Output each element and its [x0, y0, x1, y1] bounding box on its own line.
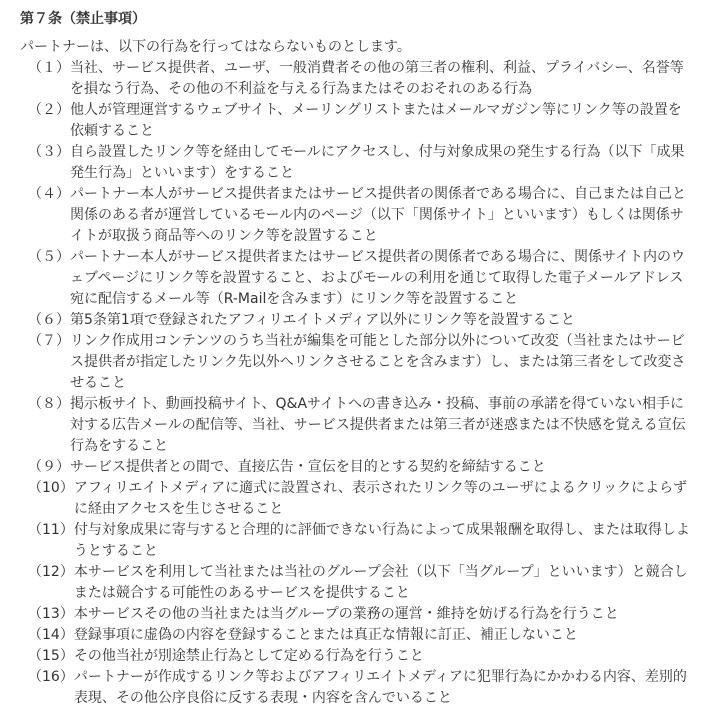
- item-number: （14）: [28, 627, 74, 643]
- item-number: （２）: [28, 102, 70, 118]
- item-text: パートナーが作成するリンク等およびアフィリエイトメディアに犯罪行為にかかわる内容、差別的表現、その他公序良俗に反する表現・内容を含んでいること: [73, 669, 687, 706]
- item-number: （９）: [28, 459, 70, 475]
- item-number: （15）: [28, 648, 74, 664]
- item-text: 掲示板サイト、動画投稿サイト、Q&Aサイトへの書き込み・投稿、事前の承諾を得ていない相手に対する広告メールの配信等、当社、サービス提供者または第三者が迷惑または不快感を覚える宣伝行為をすること: [70, 396, 686, 454]
- list-item: [20, 100, 698, 142]
- item-text: その他当社が別途禁止行為として定める行為を行うこと: [73, 648, 424, 664]
- list-item: [20, 142, 698, 184]
- item-number: （16）: [28, 669, 74, 685]
- item-text: 本サービスその他の当社または当グループの業務の運営・維持を妨げる行為を行うこと: [73, 606, 619, 622]
- item-text: 本サービスを利用して当社または当社のグループ会社（以下「当グループ」といいます）と競合しまたは競合する可能性のあるサービスを提供すること: [73, 564, 688, 601]
- list-item: [20, 520, 698, 562]
- item-number: （７）: [28, 333, 70, 349]
- list-item: [20, 394, 698, 457]
- list-item: [20, 625, 698, 646]
- list-item: [20, 646, 698, 667]
- list-item: [20, 331, 698, 394]
- list-item: [20, 310, 698, 331]
- list-item: [20, 604, 698, 625]
- item-number: （８）: [28, 396, 70, 412]
- item-text: 登録事項に虚偽の内容を登録することまたは真正な情報に訂正、補正しないこと: [73, 627, 578, 643]
- item-text: リンク作成用コンテンツのうち当社が編集を可能とした部分以外について改変（当社またはサービス提供者が指定したリンク先以外へリンクさせることを含みます）し、または第三者をして改変させること: [70, 333, 686, 391]
- item-text: 第5条第1項で登録されたアフィリエイトメディア以外にリンク等を設置すること: [70, 312, 575, 328]
- item-number: （13）: [28, 606, 74, 622]
- item-number: （11）: [28, 522, 74, 538]
- list-item: [20, 247, 698, 310]
- item-number: （10）: [28, 480, 74, 496]
- item-text: サービス提供者との間で、直接広告・宣伝を目的とする契約を締結すること: [70, 459, 546, 475]
- item-number: （６）: [28, 312, 70, 328]
- list-item: [20, 562, 698, 604]
- item-number: （３）: [28, 144, 70, 160]
- list-item: [20, 457, 698, 478]
- item-text: 他人が管理運営するウェブサイト、メーリングリストまたはメールマガジン等にリンク等の設置を依頼すること: [70, 102, 682, 139]
- item-number: （12）: [28, 564, 74, 580]
- item-text: アフィリエイトメディアに適式に設置され、表示されたリンク等のユーザによるクリックによらずに経由アクセスを生じさせること: [73, 480, 688, 517]
- article-intro: パートナーは、以下の行為を行ってはならないものとします。: [20, 39, 411, 55]
- article-title: 第７条（禁止事項）: [20, 11, 146, 27]
- prohibited-items-list: [20, 58, 698, 709]
- list-item: [20, 184, 698, 247]
- item-text: 自ら設置したリンク等を経由してモールにアクセスし、付与対象成果の発生する行為（以下「成果発生行為」といいます）をすること: [70, 144, 685, 181]
- item-number: （５）: [28, 249, 70, 265]
- item-number: （１）: [28, 60, 70, 76]
- list-item: [20, 478, 698, 520]
- item-number: （４）: [28, 186, 70, 202]
- item-text: パートナー本人がサービス提供者またはサービス提供者の関係者である場合に、関係サイト内のウェブページにリンク等を設置すること、およびモールの利用を通じて取得した電子メールアドレス宛に配信するメール等（R-Mailを含みます）にリンク等を設置すること: [70, 249, 686, 307]
- item-text: 当社、サービス提供者、ユーザ、一般消費者その他の第三者の権利、利益、プライバシー、名誉等を損なう行為、その他の不利益を与える行為またはそのおそれのある行為: [70, 60, 684, 97]
- list-item: [20, 58, 698, 100]
- item-text: 付与対象成果に寄与すると合理的に評価できない行為によって成果報酬を取得し、または取得しようとすること: [73, 522, 690, 559]
- list-item: [20, 667, 698, 709]
- item-text: パートナー本人がサービス提供者またはサービス提供者の関係者である場合に、自己または自己と関係のある者が運営しているモール内のページ（以下「関係サイト」といいます）もしくは関係サイトが取扱う商品等へのリンク等を設置すること: [70, 186, 686, 244]
